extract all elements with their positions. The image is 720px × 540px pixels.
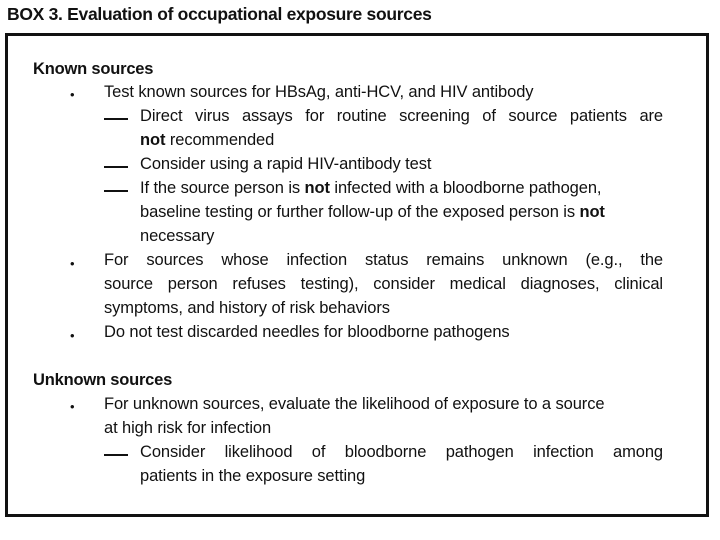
unknown-item1-sub1-line2: patients in the exposure setting <box>140 467 366 485</box>
bullet-icon: • <box>70 328 75 343</box>
known-item1-sub3-line2 <box>140 203 605 222</box>
known-item1-sub3-line3: necessary <box>140 227 215 245</box>
known-item2-line3: symptoms, and history of risk behaviors <box>104 299 390 317</box>
known-sources-heading: Known sources <box>33 60 154 78</box>
bullet-icon: • <box>70 87 75 102</box>
bullet-icon: • <box>70 399 75 414</box>
known-item2-line1: For sources whose infection status remains unknown (e.g., the <box>104 251 663 269</box>
known-item1-text: Test known sources for HBsAg, anti-HCV, and HIV antibody <box>104 83 534 101</box>
known-item1-sub1-line2 <box>140 131 274 150</box>
unknown-item1-sub1-line1: Consider likelihood of bloodborne pathogen infection among <box>140 443 663 461</box>
known-item3-text: Do not test discarded needles for bloodborne pathogens <box>104 323 510 341</box>
emphasis-not: not <box>579 203 605 221</box>
bullet-icon: • <box>70 256 75 271</box>
dash-icon <box>104 118 128 120</box>
known-item1-sub3-line2-a: baseline testing or further follow-up of the exposed person is <box>140 203 580 221</box>
dash-icon <box>104 166 128 168</box>
known-item1-sub3-line1-a: If the source person is <box>140 179 305 197</box>
unknown-item1-line1: For unknown sources, evaluate the likelihood of exposure to a source <box>104 395 605 413</box>
emphasis-not: not <box>304 179 330 197</box>
dash-icon <box>104 454 128 456</box>
known-item1-sub2-line1: Consider using a rapid HIV-antibody test <box>140 155 432 173</box>
known-item1-sub3-line1-b: infected with a bloodborne pathogen, <box>329 179 602 197</box>
emphasis-not: not <box>140 131 166 149</box>
box-frame <box>5 33 709 517</box>
unknown-item1-line2: at high risk for infection <box>104 419 272 437</box>
box-title: BOX 3. Evaluation of occupational exposure sources <box>7 4 432 24</box>
known-item1-sub1-line1: Direct virus assays for routine screening of source patients are <box>140 107 663 125</box>
unknown-sources-heading: Unknown sources <box>33 371 173 389</box>
known-item2-line2: source person refuses testing), consider medical diagnoses, clinical <box>104 275 663 293</box>
known-item1-sub3-line1 <box>140 179 601 198</box>
known-item1-sub1-line2-rest: recommended <box>165 131 275 149</box>
dash-icon <box>104 190 128 192</box>
